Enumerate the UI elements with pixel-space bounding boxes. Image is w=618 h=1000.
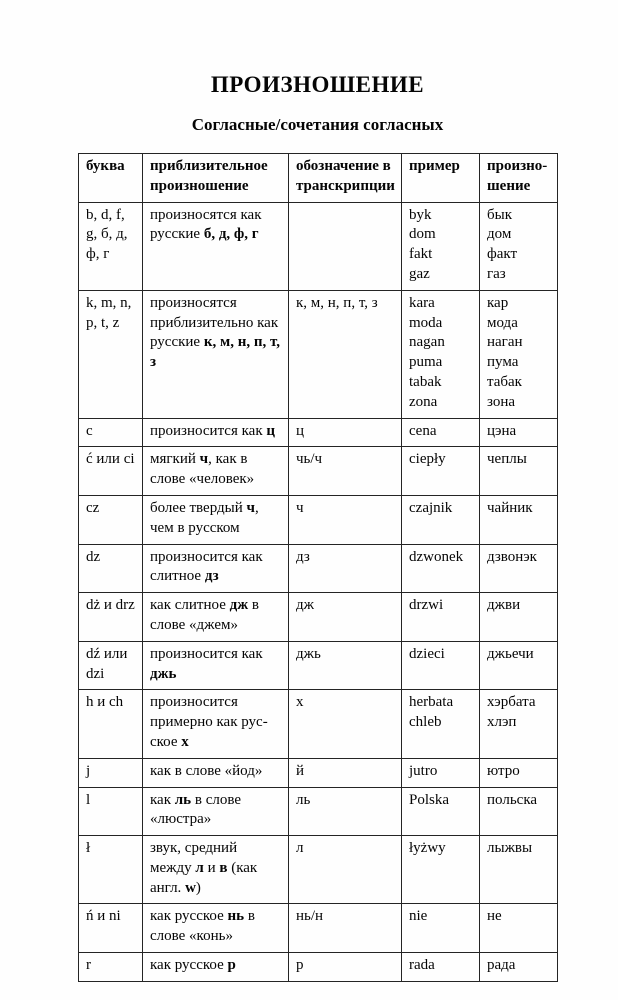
example-word: fakt — [409, 246, 433, 263]
description-bold-segment: л — [195, 859, 204, 876]
pronunciation-word: чайник — [487, 499, 533, 516]
description-bold-segment: б, д, ф, г — [203, 226, 259, 243]
table-row — [79, 690, 558, 758]
table-row — [79, 447, 558, 496]
description-cell — [143, 544, 289, 593]
transcription-cell: к, м, н, п, т, з — [289, 290, 402, 418]
description-bold-segment: х — [181, 733, 189, 750]
letter-cell: h и ch — [79, 690, 143, 758]
description-bold-segment: к, м, н, п, т, з — [150, 334, 280, 371]
description-bold-segment: джь — [150, 665, 177, 682]
examples-cell — [402, 544, 480, 593]
letter-cell: r — [79, 953, 143, 982]
description-cell — [143, 758, 289, 787]
description-cell — [143, 641, 289, 690]
pronunciation-word: рада — [487, 957, 516, 974]
transcription-cell: х — [289, 690, 402, 758]
example-word: drzwi — [409, 597, 444, 614]
pronunciation-word: джви — [487, 597, 521, 614]
pronunciation-word: бык — [487, 206, 512, 223]
table-row — [79, 953, 558, 982]
example-word: dzieci — [409, 645, 445, 662]
description-cell — [143, 836, 289, 904]
example-word: Polska — [409, 791, 450, 808]
example-word: zona — [409, 393, 438, 410]
description-cell — [143, 690, 289, 758]
example-word: łyżwy — [409, 840, 446, 857]
description-bold-segment: дж — [229, 597, 249, 614]
description-segment: мягкий — [150, 451, 200, 468]
table-row — [79, 836, 558, 904]
description-segment: как — [150, 791, 175, 808]
pronunciation-word: хлэп — [487, 714, 517, 731]
transcription-cell: ч — [289, 495, 402, 544]
transcription-cell: джь — [289, 641, 402, 690]
letter-cell: l — [79, 787, 143, 836]
table-body — [79, 202, 558, 981]
transcription-cell: ль — [289, 787, 402, 836]
pronunciation-table — [78, 153, 558, 982]
pronunciation-word: лыжвы — [487, 840, 533, 857]
transcription-cell: дж — [289, 593, 402, 642]
description-cell — [143, 904, 289, 953]
table-row — [79, 202, 558, 290]
example-word: puma — [409, 354, 443, 371]
examples-cell — [402, 690, 480, 758]
pronunciation-word: джьечи — [487, 645, 534, 662]
letter-cell: dź или dzi — [79, 641, 143, 690]
column-header-letter: буква — [79, 153, 143, 202]
letter-cell: k, m, n, p, t, z — [79, 290, 143, 418]
description-bold-segment: ль — [174, 791, 192, 808]
description-segment: произносится как — [150, 422, 267, 439]
column-header-example: пример — [402, 153, 480, 202]
letter-cell: ń и ni — [79, 904, 143, 953]
description-segment: в слове «конь» — [150, 908, 255, 945]
description-bold-segment: нь — [227, 908, 245, 925]
example-word: byk — [409, 206, 432, 223]
description-segment: произносится как слитное — [150, 548, 263, 585]
example-word: gaz — [409, 265, 430, 282]
description-bold-segment: ц — [266, 422, 276, 439]
description-segment: (как англ. — [150, 859, 258, 896]
pronunciation-word: табак — [487, 373, 522, 390]
description-cell — [143, 290, 289, 418]
examples-cell — [402, 202, 480, 290]
examples-cell — [402, 418, 480, 447]
letter-cell: ć или ci — [79, 447, 143, 496]
table-row — [79, 758, 558, 787]
description-segment: как русское — [150, 908, 228, 925]
example-word: herbata — [409, 694, 454, 711]
description-bold-segment: ч — [246, 499, 255, 516]
example-word: kara — [409, 294, 435, 311]
example-word: ciepły — [409, 451, 446, 468]
description-cell — [143, 447, 289, 496]
section-subtitle: Согласные/сочетания согласных — [191, 115, 444, 135]
description-segment: произносится как — [150, 645, 263, 662]
pronunciation-word: ютро — [487, 762, 520, 779]
example-word: dom — [409, 226, 436, 243]
description-bold-segment: р — [227, 957, 236, 974]
examples-cell — [402, 953, 480, 982]
example-word: tabak — [409, 373, 442, 390]
description-cell — [143, 593, 289, 642]
examples-cell — [402, 641, 480, 690]
letter-cell: b, d, f, g, б, д, ф, г — [79, 202, 143, 290]
pronunciation-word: чеплы — [487, 451, 527, 468]
description-segment: более твердый — [150, 499, 247, 516]
examples-cell — [402, 495, 480, 544]
pronunciations-cell — [480, 593, 558, 642]
example-word: dzwonek — [409, 548, 464, 565]
pronunciation-word: дзвонэк — [487, 548, 537, 565]
examples-cell — [402, 758, 480, 787]
pronunciation-word: мода — [487, 314, 518, 331]
letter-cell: dz — [79, 544, 143, 593]
page-title: ПРОИЗНОШЕНИЕ — [210, 72, 425, 97]
description-segment: как в слове «йод» — [150, 762, 263, 779]
table-row — [79, 641, 558, 690]
table-row — [79, 593, 558, 642]
pronunciation-word: не — [487, 908, 502, 925]
description-cell — [143, 953, 289, 982]
letter-cell: dż и drz — [79, 593, 143, 642]
letter-cell: cz — [79, 495, 143, 544]
description-cell — [143, 495, 289, 544]
column-header-transcription: обозначение в транскрипции — [289, 153, 402, 202]
examples-cell — [402, 787, 480, 836]
letter-cell: j — [79, 758, 143, 787]
pronunciation-word: газ — [487, 265, 506, 282]
pronunciations-cell — [480, 953, 558, 982]
pronunciations-cell — [480, 202, 558, 290]
pronunciation-word: пума — [487, 354, 519, 371]
transcription-cell — [289, 202, 402, 290]
description-segment: произносятся приблизительно как русские — [150, 294, 279, 351]
pronunciations-cell — [480, 904, 558, 953]
pronunciation-word: дом — [487, 226, 512, 243]
table-header — [79, 153, 558, 202]
table-row — [79, 787, 558, 836]
description-bold-segment: w — [185, 879, 196, 896]
transcription-cell: л — [289, 836, 402, 904]
transcription-cell: ц — [289, 418, 402, 447]
transcription-cell: дз — [289, 544, 402, 593]
example-word: rada — [409, 957, 435, 974]
pronunciation-word: хэрбата — [487, 694, 536, 711]
pronunciations-cell — [480, 544, 558, 593]
pronunciation-word: польска — [487, 791, 538, 808]
table-row — [79, 418, 558, 447]
description-segment: произносится примерно как рус-ское — [150, 694, 268, 750]
description-segment: и — [203, 859, 220, 876]
pronunciations-cell — [480, 418, 558, 447]
pronunciation-word: зона — [487, 393, 516, 410]
description-cell — [143, 202, 289, 290]
example-word: cena — [409, 422, 437, 439]
pronunciations-cell — [480, 690, 558, 758]
pronunciation-word: кар — [487, 294, 509, 311]
column-header-approx-pronunciation: приблизительное произношение — [143, 153, 289, 202]
description-segment: в слове «джем» — [150, 597, 259, 633]
table-row — [79, 544, 558, 593]
description-segment: как слитное — [150, 597, 230, 614]
examples-cell — [402, 593, 480, 642]
description-bold-segment: дз — [204, 568, 219, 585]
transcription-cell: й — [289, 758, 402, 787]
examples-cell — [402, 447, 480, 496]
pronunciations-cell — [480, 447, 558, 496]
examples-cell — [402, 290, 480, 418]
description-segment: , как в слове «человек» — [150, 451, 255, 488]
description-segment: ) — [195, 879, 201, 896]
example-word: czajnik — [409, 499, 453, 516]
pronunciations-cell — [480, 787, 558, 836]
letter-cell: ł — [79, 836, 143, 904]
description-cell — [143, 418, 289, 447]
example-word: nie — [409, 908, 428, 925]
description-segment: звук, средний между — [150, 840, 238, 876]
table-row — [79, 904, 558, 953]
description-cell — [143, 787, 289, 836]
description-segment: , чем в русском — [150, 499, 259, 536]
examples-cell — [402, 904, 480, 953]
pronunciation-word: цэна — [487, 422, 517, 439]
description-bold-segment: ч — [199, 451, 209, 468]
letter-cell: c — [79, 418, 143, 447]
example-word: chleb — [409, 714, 442, 731]
pronunciation-word: факт — [487, 246, 518, 263]
description-bold-segment: в — [219, 859, 228, 876]
example-word: jutro — [409, 762, 438, 779]
pronunciations-cell — [480, 641, 558, 690]
example-word: nagan — [409, 334, 445, 351]
examples-cell — [402, 836, 480, 904]
transcription-cell: чь/ч — [289, 447, 402, 496]
transcription-cell: нь/н — [289, 904, 402, 953]
pronunciation-word: наган — [487, 334, 523, 351]
pronunciations-cell — [480, 836, 558, 904]
pronunciations-cell — [480, 758, 558, 787]
table-row — [79, 290, 558, 418]
column-header-pronunciation: произно-шение — [480, 153, 558, 202]
pronunciations-cell — [480, 290, 558, 418]
transcription-cell: р — [289, 953, 402, 982]
example-word: moda — [409, 314, 443, 331]
table-row — [79, 495, 558, 544]
description-segment: произносятся как русские — [150, 206, 262, 243]
description-segment: в слове «люстра» — [150, 791, 242, 828]
pronunciations-cell — [480, 495, 558, 544]
table-header-row — [79, 153, 558, 202]
description-segment: как русское — [150, 957, 228, 974]
